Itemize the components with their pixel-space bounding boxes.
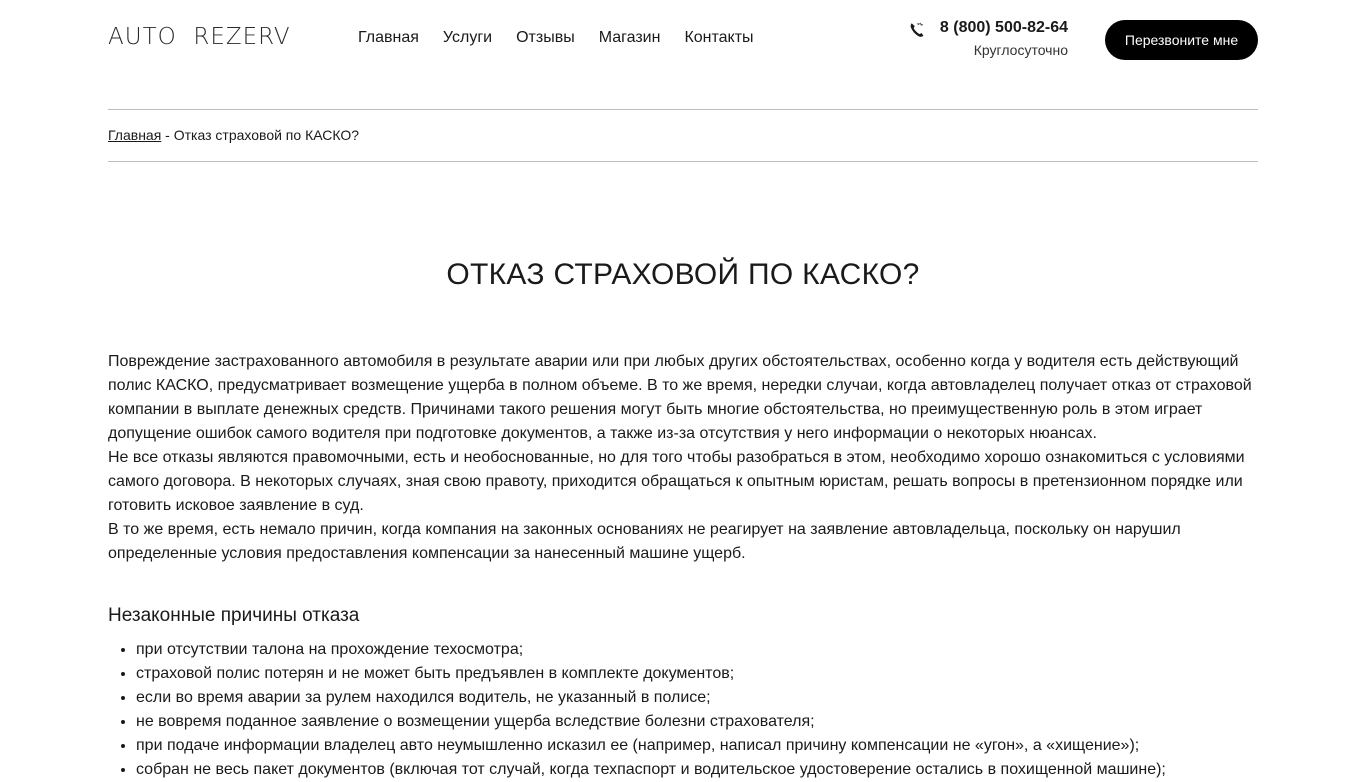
page-title: ОТКАЗ СТРАХОВОЙ ПО КАСКО? [446, 258, 920, 291]
nav-services[interactable]: Услуги [442, 29, 493, 46]
nav-reviews[interactable]: Отзывы [516, 29, 575, 46]
article-paragraph: Не все отказы являются правомочными, есть и необоснованные, но для того чтобы разобраться в этом, необходимо хорошо ознакомиться с условиями самого договора. В некоторых случаях, зная свою правоту, приходится обращаться к опытным юристам, решать вопросы в претензионном порядке или готовить исковое заявление в суд. [108, 449, 1245, 514]
site-header [108, 0, 1258, 80]
article-body [108, 350, 1258, 782]
nav-contacts[interactable]: Контакты [684, 29, 754, 46]
article-paragraph: Повреждение застрахованного автомобиля в результате аварии или при любых других обстоятельствах, особенно когда у водителя есть действующий полис КАСКО, предусматривает возмещение ущерба в полном объеме. В то же время, нередки случаи, когда автовладелец получает отказ от страховой компании в выплате денежных средств. Причинами такого решения могут быть многие обстоятельства, но преимущественную роль в этом играет допущение ошибок самого водителя при подготовке документов, а также из-за отсутствия у него информации о некоторых нюансах. [108, 353, 1252, 442]
breadcrumb [108, 109, 1258, 162]
callback-button[interactable]: Перезвоните мне [1105, 20, 1258, 60]
site-logo[interactable]: AUTO REZERV [108, 24, 291, 50]
list-item: • при подаче информации владелец авто неумышленно исказил ее (например, написал причину компенсации не «угон», а «хищение»); [136, 734, 1258, 758]
phone-block [908, 18, 1068, 58]
main-nav [358, 29, 754, 47]
breadcrumb-separator: - [161, 127, 174, 143]
breadcrumb-current: Отказ страховой по КАСКО? [173, 127, 360, 143]
phone-hours: Круглосуточно [973, 42, 1068, 58]
article-paragraph: В то же время, есть немало причин, когда компания на законных основаниях не реагирует на заявление автовладельца, поскольку он нарушил определенные условия предоставления компенсации за нанесенный машине ущерб. [108, 521, 1181, 562]
reasons-list [108, 638, 1258, 782]
list-item: • собран не весь пакет документов (включая тот случай, когда техпаспорт и водительское удостоверение остались в похищенной машине); [136, 758, 1258, 782]
phone-number[interactable]: 8 (800) 500-82-64 [939, 19, 1068, 36]
breadcrumb-home[interactable]: Главная [108, 127, 162, 143]
list-item: • при отсутствии талона на прохождение техосмотра; [136, 638, 1258, 662]
phone-icon [908, 20, 926, 40]
list-item: • если во время аварии за рулем находился водитель, не указанный в полисе; [136, 686, 1258, 710]
section-heading: Незаконные причины отказа [108, 605, 360, 626]
list-item: • страховой полис потерян и не может быть предъявлен в комплекте документов; [136, 662, 1258, 686]
nav-shop[interactable]: Магазин [598, 29, 661, 46]
list-item: • не вовремя поданное заявление о возмещении ущерба вследствие болезни страхователя; [136, 710, 1258, 734]
nav-home[interactable]: Главная [358, 29, 419, 46]
